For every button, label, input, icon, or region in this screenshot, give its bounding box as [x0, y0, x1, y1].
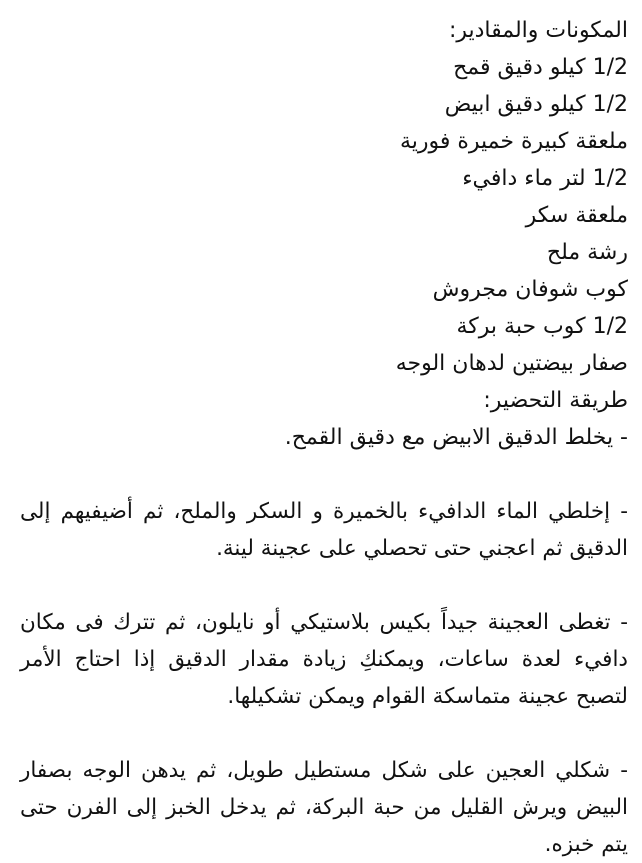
ingredient-item: ملعقة سكر [525, 203, 628, 228]
method-step: - يخلط الدقيق الابيض مع دقيق القمح. [284, 425, 628, 450]
method-step: - إخلطي الماء الدافيء بالخميرة و السكر والملح، ثم أضيفيهم إلى الدقيق ثم اعجني حتى تحصلي على عجينة لينة. [20, 499, 628, 561]
method-heading: طريقة التحضير: [483, 388, 628, 413]
ingredient-item: كوب شوفان مجروش [432, 277, 628, 302]
method-step: - شكلي العجين على شكل مستطيل طويل، ثم يدهن الوجه بصفار البيض ويرش القليل من حبة البركة، ثم يدخل الخبز إلى الفرن حتى يتم خبزه. [20, 758, 628, 857]
method-step: - تغطى العجينة جيداً بكيس بلاستيكي أو نايلون، ثم تترك فى مكان دافيء لعدة ساعات، ويمكنكِ زيادة مقدار الدقيق إذا احتاج الأمر لتصبح عجينة متماسكة القوام ويمكن تشكيلها. [20, 610, 628, 709]
paragraph-spacer [20, 456, 628, 493]
ingredient-item: 1/2 كيلو دقيق ابيض [444, 92, 628, 117]
paragraph-spacer [20, 715, 628, 752]
ingredient-item: رشة ملح [546, 240, 628, 265]
ingredient-item: صفار بيضتين لدهان الوجه [395, 351, 628, 376]
ingredient-item: 1/2 لتر ماء دافيء [462, 166, 628, 191]
ingredient-item: 1/2 كيلو دقيق قمح [453, 55, 628, 80]
ingredient-item: ملعقة كبيرة خميرة فورية [399, 129, 628, 154]
ingredients-heading: المكونات والمقادير: [448, 18, 628, 43]
paragraph-spacer [20, 567, 628, 604]
ingredient-item: 1/2 كوب حبة بركة [456, 314, 628, 339]
